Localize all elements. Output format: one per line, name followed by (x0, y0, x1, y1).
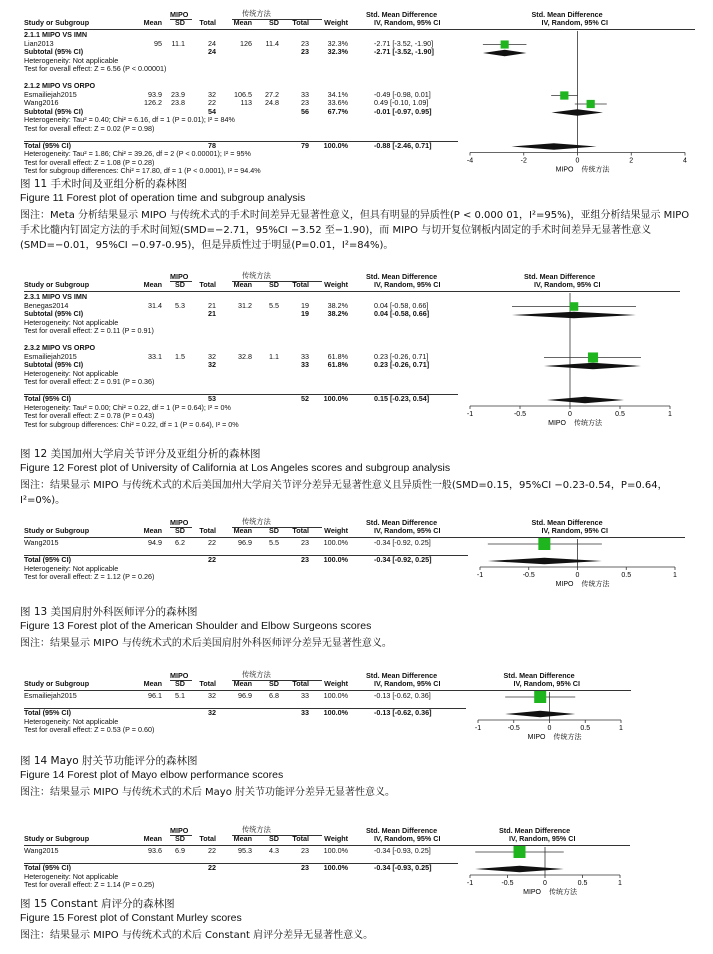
pooled-diamond (544, 363, 641, 369)
sd-control: 5.5 (269, 538, 279, 547)
x-tick-label: 1 (673, 572, 677, 579)
smd-ci-value: -0.34 [-0.93, 0.25] (374, 846, 431, 855)
col-sd: SD (175, 679, 185, 688)
col-mean: Mean (143, 834, 162, 843)
x-tick-label: 1 (618, 880, 622, 887)
col-ivre: IV, Random, 95% CI (374, 679, 441, 688)
col-mean: Mean (143, 280, 162, 289)
sd-mipo: 1.5 (175, 351, 185, 361)
study-marker (514, 846, 526, 858)
total-mipo: 24 (208, 47, 216, 56)
weight-value: 32.3% (327, 47, 348, 56)
column-header-row (24, 834, 576, 844)
table-row (24, 726, 454, 735)
pooled-diamond (511, 143, 596, 149)
stat-text: Heterogeneity: Tau² = 0.00; Chi² = 0.22, df = 1 (P = 0.64); I² = 0% (24, 402, 231, 412)
subgroup-title: 2.3.2 MIPO VS ORPO (24, 343, 96, 352)
total-mipo: 32 (208, 351, 216, 361)
x-tick-label: 1 (619, 725, 623, 732)
col-ivre: IV, Random, 95% CI (374, 526, 441, 535)
table-row (24, 421, 454, 430)
sd-control: 27.2 (265, 89, 279, 99)
sd-control: 1.1 (269, 351, 279, 361)
forest-plot-svg (460, 835, 630, 930)
figure-title-cn: 图 14 Mayo 肘关节功能评分的森林图 (20, 755, 198, 767)
subgroup-title: 2.3.1 MIPO VS IMN (24, 292, 88, 301)
total-label: Total (95% CI) (24, 863, 71, 872)
favours-mipo-label: MIPO (555, 581, 574, 588)
figure-note: 图注：结果显示 MIPO 与传统术式的术后 Mayo 肘关节功能评分差异无显著性意义。 (20, 787, 395, 798)
smd-ci-value: 0.23 [-0.26, 0.71] (374, 351, 429, 361)
col-sd: SD (269, 280, 279, 289)
table-bottom-rule (24, 141, 458, 142)
header-smd: Std. Mean Difference (366, 10, 438, 19)
stat-text: Heterogeneity: Tau² = 0.40; Chi² = 6.16, df = 1 (P = 0.01); I² = 84% (24, 115, 235, 124)
group-header-control: 传统方法 (242, 9, 271, 18)
weight-value: 100.0% (323, 555, 348, 564)
total-label: Subtotal (95% CI) (24, 360, 84, 369)
total-control: 19 (301, 300, 309, 310)
x-tick-label: -2 (520, 157, 527, 165)
col-total: Total (199, 679, 216, 688)
col-mean: Mean (143, 18, 162, 27)
stat-text: Heterogeneity: Not applicable (24, 871, 119, 881)
total-mipo: 78 (208, 140, 216, 150)
x-tick-label: 0.5 (580, 725, 591, 732)
total-mipo: 32 (208, 89, 216, 99)
x-tick-label: 0.5 (621, 572, 632, 579)
weight-value: 67.7% (327, 106, 348, 116)
smd-ci-value: -0.01 [-0.97, 0.95] (374, 106, 432, 116)
total-mipo: 22 (208, 846, 216, 855)
pooled-diamond (547, 397, 624, 403)
table-bottom-rule (24, 394, 458, 395)
study-name: Benegas2014 (24, 300, 69, 310)
forest-plot-svg (468, 680, 631, 775)
sd-control: 4.3 (269, 846, 279, 855)
column-header-row (24, 280, 601, 290)
table-bottom-rule (24, 708, 466, 709)
favours-control-label: 传统方法 (574, 419, 602, 427)
group-header-mipo: MIPO (170, 671, 189, 680)
col-mean: Mean (233, 18, 252, 27)
total-control: 33 (301, 691, 309, 700)
figure-title-en: Figure 11 Forest plot of operation time and subgroup analysis (20, 192, 306, 204)
col-weight: Weight (324, 679, 348, 688)
sd-control: 5.5 (269, 300, 279, 310)
group-header-mipo: MIPO (170, 272, 189, 281)
x-tick-label: 0.5 (577, 880, 588, 887)
table-row (24, 167, 454, 176)
col-mean: Mean (143, 526, 162, 535)
col-ivre-plot: IV, Random, 95% CI (513, 679, 580, 688)
mean-control: 106.5 (234, 89, 252, 99)
total-control: 23 (301, 98, 309, 107)
weight-value: 38.2% (327, 309, 348, 318)
mean-mipo: 31.4 (148, 300, 162, 310)
total-label: Subtotal (95% CI) (24, 47, 84, 56)
group-header-control: 传统方法 (242, 271, 271, 280)
col-weight: Weight (324, 834, 348, 843)
stat-text: Test for overall effect: Z = 6.56 (P < 0.00001) (24, 64, 167, 73)
col-sd: SD (269, 18, 279, 27)
favours-mipo-label: MIPO (523, 889, 541, 896)
total-mipo: 53 (208, 394, 216, 403)
stat-text: Heterogeneity: Not applicable (24, 55, 119, 65)
total-mipo: 32 (208, 708, 216, 717)
total-control: 56 (301, 106, 309, 116)
pooled-diamond (488, 558, 602, 564)
weight-value: 34.1% (327, 89, 348, 99)
stat-text: Test for overall effect: Z = 1.14 (P = 0.25) (24, 880, 155, 889)
total-mipo: 22 (208, 863, 216, 872)
stat-text: Test for overall effect: Z = 0.02 (P = 0.98) (24, 123, 155, 133)
smd-ci-value: -0.49 [-0.98, 0.01] (374, 89, 431, 99)
mean-mipo: 94.9 (148, 538, 162, 547)
study-marker (587, 100, 595, 108)
total-control: 79 (301, 140, 309, 150)
total-control: 19 (301, 309, 309, 318)
smd-ci-value: 0.23 [-0.26, 0.71] (374, 360, 430, 369)
stat-text: Test for overall effect: Z = 0.78 (P = 0.43) (24, 411, 155, 420)
pooled-diamond (483, 50, 527, 56)
total-mipo: 22 (208, 538, 216, 547)
favours-control-label: 传统方法 (549, 888, 577, 896)
mean-control: 113 (240, 98, 252, 107)
smd-ci-value: 0.15 [-0.23, 0.54] (374, 394, 430, 403)
table-bottom-rule (24, 555, 468, 556)
stat-text: Test for overall effect: Z = 0.91 (P = 0.36) (24, 377, 155, 386)
x-tick-label: -0.5 (507, 725, 520, 732)
x-tick-label: 0.5 (615, 411, 625, 418)
figure-note: 图注：结果显示 MIPO 与传统术式的术后美国加州大学肩关节评分差异无显著性意义且异质性一般(SMD=0.15，95%CI −0.23-0.54，P=0.64，I²=0%)。 (20, 480, 668, 506)
x-tick-label: -0.5 (501, 880, 514, 887)
col-total: Total (292, 280, 309, 289)
sd-mipo: 23.8 (171, 98, 185, 107)
sd-mipo: 5.1 (175, 691, 185, 700)
favours-control-label: 传统方法 (553, 733, 582, 741)
stat-text: Test for overall effect: Z = 1.08 (P = 0.28) (24, 157, 155, 167)
col-ivre-plot: IV, Random, 95% CI (541, 526, 608, 535)
weight-value: 100.0% (323, 140, 348, 150)
x-tick-label: -1 (466, 880, 474, 887)
col-sd: SD (175, 18, 185, 27)
study-marker (560, 91, 568, 99)
table-bottom-rule (24, 863, 458, 864)
smd-ci-value: -2.71 [-3.52, -1.90] (374, 47, 434, 56)
header-smd-plot: Std. Mean Difference (531, 518, 603, 527)
mean-control: 32.8 (238, 351, 252, 361)
figure-note: 图注：结果显示 MIPO 与传统术式的术后 Constant 肩评分差异无显著性意义。 (20, 930, 374, 941)
x-tick-label: -0.5 (513, 411, 527, 418)
study-name: Wang2016 (24, 98, 59, 107)
total-control: 33 (301, 89, 309, 99)
stat-text: Heterogeneity: Not applicable (24, 317, 119, 327)
study-name: Lian2013 (24, 38, 54, 48)
stat-text: Test for overall effect: Z = 1.12 (P = 0.26) (24, 572, 155, 581)
sd-control: 6.8 (269, 691, 279, 700)
mean-mipo: 93.6 (148, 846, 162, 855)
mean-mipo: 93.9 (148, 89, 162, 99)
smd-ci-value: -2.71 [-3.52, -1.90] (374, 38, 434, 48)
col-sd: SD (269, 679, 279, 688)
col-sd: SD (269, 834, 279, 843)
column-header-row (24, 526, 608, 536)
weight-value: 33.6% (327, 98, 348, 107)
sd-mipo: 23.9 (171, 89, 185, 99)
stat-text: Heterogeneity: Not applicable (24, 563, 119, 573)
header-smd: Std. Mean Difference (366, 272, 438, 281)
total-mipo: 24 (208, 38, 216, 48)
favours-mipo-label: MIPO (555, 166, 574, 174)
favours-mipo-label: MIPO (548, 420, 566, 427)
col-weight: Weight (324, 18, 348, 27)
col-weight: Weight (324, 280, 348, 289)
col-sd: SD (175, 280, 185, 289)
col-sd: SD (175, 526, 185, 535)
sd-mipo: 5.3 (175, 300, 185, 310)
header-smd-plot: Std. Mean Difference (499, 826, 571, 835)
group-header-mipo: MIPO (170, 10, 189, 19)
col-total: Total (199, 18, 216, 27)
total-control: 23 (301, 538, 309, 547)
smd-ci-value: -0.34 [-0.93, 0.25] (374, 863, 432, 872)
col-sd: SD (175, 834, 185, 843)
total-mipo: 21 (208, 300, 216, 310)
smd-ci-value: 0.49 [-0.10, 1.09] (374, 98, 429, 107)
smd-ci-value: -0.34 [-0.92, 0.25] (374, 538, 431, 547)
table-row (24, 573, 454, 582)
total-label: Total (95% CI) (24, 708, 71, 717)
sd-mipo: 11.1 (171, 38, 185, 48)
group-header-control: 传统方法 (242, 517, 271, 526)
figure-title-cn: 图 12 美国加州大学肩关节评分及亚组分析的森林图 (20, 448, 261, 460)
pooled-diamond (505, 711, 575, 717)
col-total: Total (199, 834, 216, 843)
total-control: 23 (301, 555, 309, 564)
total-label: Total (95% CI) (24, 140, 71, 150)
total-label: Total (95% CI) (24, 555, 71, 564)
favours-mipo-label: MIPO (527, 734, 546, 741)
smd-ci-value: -0.34 [-0.92, 0.25] (374, 555, 432, 564)
study-name: Esmailiejah2015 (24, 89, 77, 99)
sd-control: 11.4 (265, 38, 279, 48)
x-tick-label: 4 (683, 157, 687, 165)
header-smd: Std. Mean Difference (366, 671, 438, 680)
weight-value: 100.0% (323, 708, 348, 717)
group-header-mipo: MIPO (170, 518, 189, 527)
total-control: 33 (301, 351, 309, 361)
mean-mipo: 126.2 (144, 98, 162, 107)
x-tick-label: -4 (466, 157, 474, 165)
group-header-control: 传统方法 (242, 670, 271, 679)
col-ivre: IV, Random, 95% CI (374, 280, 441, 289)
stat-text: Test for subgroup differences: Chi² = 0.22, df = 1 (P = 0.64), I² = 0% (24, 419, 239, 429)
weight-value: 100.0% (323, 538, 348, 547)
favours-control-label: 传统方法 (581, 165, 610, 174)
study-marker (570, 302, 579, 311)
figure-title-cn: 图 15 Constant 肩评分的森林图 (20, 898, 175, 910)
col-total: Total (292, 18, 309, 27)
weight-value: 100.0% (323, 691, 348, 700)
x-tick-label: -0.5 (522, 572, 535, 579)
weight-value: 61.8% (327, 360, 348, 369)
col-mean: Mean (233, 679, 252, 688)
x-tick-label: -1 (474, 725, 482, 732)
weight-value: 32.3% (327, 38, 348, 48)
stat-text: Test for overall effect: Z = 0.11 (P = 0.91) (24, 326, 154, 335)
col-ivre-plot: IV, Random, 95% CI (541, 18, 608, 27)
table-row (24, 881, 454, 890)
col-ivre-plot: IV, Random, 95% CI (534, 280, 601, 289)
study-marker (501, 40, 509, 48)
col-ivre-plot: IV, Random, 95% CI (509, 834, 576, 843)
mean-control: 126 (240, 38, 252, 48)
mean-mipo: 33.1 (148, 351, 162, 361)
figure-note: 图注：Meta 分析结果显示 MIPO 与传统术式的手术时间差异无显著性意义，但具有明显的异质性(P < 0.000 01，I²=95%)，亚组分析结果显示 MIPO 手术比髓内钉固定方法的手术时间短(SMD=−2.71，95%CI −3.52 至−1.90)，而 MIPO 与切开复位钢板内固定的手术时间差异无显著性意义(SMD=−0.01，95%CI −0.97-0.95)，但是异质性过于明显(P=0.01，I²=84%)。 (20, 210, 690, 251)
col-ivre: IV, Random, 95% CI (374, 18, 441, 27)
total-control: 23 (301, 846, 309, 855)
study-name: Esmailiejah2015 (24, 691, 77, 700)
x-tick-label: 0 (568, 411, 572, 418)
pooled-diamond (551, 109, 603, 115)
mean-control: 96.9 (238, 691, 252, 700)
x-tick-label: 0 (547, 725, 552, 732)
col-total: Total (292, 834, 309, 843)
weight-value: 100.0% (323, 394, 348, 403)
sd-mipo: 6.9 (175, 846, 185, 855)
total-control: 33 (301, 360, 309, 369)
mean-control: 96.9 (238, 538, 252, 547)
pooled-diamond (475, 866, 564, 872)
col-mean: Mean (233, 834, 252, 843)
stat-text: Heterogeneity: Tau² = 1.86; Chi² = 39.26, df = 2 (P < 0.00001); I² = 95% (24, 149, 251, 158)
total-label: Subtotal (95% CI) (24, 309, 84, 318)
total-control: 33 (301, 708, 309, 717)
col-total: Total (292, 679, 309, 688)
figure-title-en: Figure 14 Forest plot of Mayo elbow performance scores (20, 769, 284, 781)
column-header-row (24, 679, 580, 689)
subgroup-title: 2.1.1 MIPO VS IMN (24, 30, 88, 39)
mean-mipo: 95 (154, 38, 162, 48)
col-mean: Mean (233, 526, 252, 535)
col-weight: Weight (324, 526, 348, 535)
study-marker (534, 691, 546, 703)
x-tick-label: -1 (466, 411, 474, 418)
forest-plot-svg (470, 527, 685, 622)
column-header-row (24, 18, 608, 28)
total-control: 23 (301, 863, 309, 872)
forest-plot-svg (460, 281, 680, 469)
figure-note: 图注：结果显示 MIPO 与传统术式的术后美国肩肘外科医师评分差异无显著性意义。 (20, 638, 392, 649)
total-control: 23 (301, 38, 309, 48)
header-smd: Std. Mean Difference (366, 826, 438, 835)
total-mipo: 32 (208, 360, 216, 369)
total-control: 52 (301, 394, 309, 403)
stat-text: Test for overall effect: Z = 0.53 (P = 0.60) (24, 725, 155, 734)
figure-title-en: Figure 13 Forest plot of the American Shoulder and Elbow Surgeons scores (20, 620, 372, 632)
col-total: Total (199, 526, 216, 535)
x-tick-label: 0 (575, 572, 580, 579)
study-marker (538, 538, 550, 550)
smd-ci-value: -0.88 [-2.46, 0.71] (374, 140, 432, 150)
mean-mipo: 96.1 (148, 691, 162, 700)
x-tick-label: 2 (629, 157, 634, 165)
col-total: Total (199, 280, 216, 289)
weight-value: 61.8% (327, 351, 348, 361)
forest-plot-svg (460, 19, 695, 216)
total-label: Subtotal (95% CI) (24, 106, 84, 116)
x-tick-label: 0 (575, 157, 580, 165)
mean-control: 95.3 (238, 846, 252, 855)
study-marker (588, 352, 598, 362)
col-study: Study or Subgroup (24, 526, 90, 535)
col-study: Study or Subgroup (24, 280, 90, 289)
header-smd-plot: Std. Mean Difference (524, 272, 596, 281)
subgroup-title: 2.1.2 MIPO VS ORPO (24, 81, 96, 90)
total-mipo: 22 (208, 98, 216, 107)
total-mipo: 22 (208, 555, 216, 564)
study-name: Wang2015 (24, 538, 59, 547)
col-study: Study or Subgroup (24, 18, 90, 27)
total-mipo: 21 (208, 309, 216, 318)
x-tick-label: -1 (476, 572, 484, 579)
smd-ci-value: 0.04 [-0.58, 0.66] (374, 309, 430, 318)
figure-title-en: Figure 12 Forest plot of University of California at Los Angeles scores and subgroup analysis (20, 462, 451, 474)
total-mipo: 32 (208, 691, 216, 700)
group-header-control: 传统方法 (242, 825, 271, 834)
col-study: Study or Subgroup (24, 679, 90, 688)
x-tick-label: 1 (668, 411, 672, 418)
sd-mipo: 6.2 (175, 538, 185, 547)
total-mipo: 54 (208, 106, 216, 116)
stat-text: Heterogeneity: Not applicable (24, 368, 119, 378)
x-tick-label: 0 (543, 880, 547, 887)
col-total: Total (292, 526, 309, 535)
stat-text: Test for subgroup differences: Chi² = 17.80, df = 1 (P < 0.0001), I² = 94.4% (24, 166, 261, 175)
header-smd: Std. Mean Difference (366, 518, 438, 527)
smd-ci-value: 0.04 [-0.58, 0.66] (374, 300, 429, 310)
mean-control: 31.2 (238, 300, 252, 310)
figure-title-cn: 图 13 美国肩肘外科医师评分的森林图 (20, 606, 198, 618)
figure-title-en: Figure 15 Forest plot of Constant Murley scores (20, 912, 242, 924)
total-label: Total (95% CI) (24, 394, 71, 403)
weight-value: 100.0% (323, 863, 348, 872)
col-mean: Mean (233, 280, 252, 289)
favours-control-label: 传统方法 (581, 580, 610, 588)
col-ivre: IV, Random, 95% CI (374, 834, 441, 843)
header-smd-plot: Std. Mean Difference (531, 10, 603, 19)
pooled-diamond (512, 312, 636, 318)
weight-value: 38.2% (327, 300, 348, 310)
smd-ci-value: -0.13 [-0.62, 0.36] (374, 691, 431, 700)
group-header-mipo: MIPO (170, 826, 189, 835)
col-sd: SD (269, 526, 279, 535)
study-name: Wang2015 (24, 846, 59, 855)
total-control: 23 (301, 47, 309, 56)
stat-text: Heterogeneity: Not applicable (24, 716, 119, 726)
col-mean: Mean (143, 679, 162, 688)
smd-ci-value: -0.13 [-0.62, 0.36] (374, 708, 432, 717)
col-study: Study or Subgroup (24, 834, 90, 843)
header-smd-plot: Std. Mean Difference (503, 671, 575, 680)
sd-control: 24.8 (265, 98, 279, 107)
figure-title-cn: 图 11 手术时间及亚组分析的森林图 (20, 178, 188, 190)
weight-value: 100.0% (323, 846, 348, 855)
study-name: Esmailiejah2015 (24, 351, 77, 361)
